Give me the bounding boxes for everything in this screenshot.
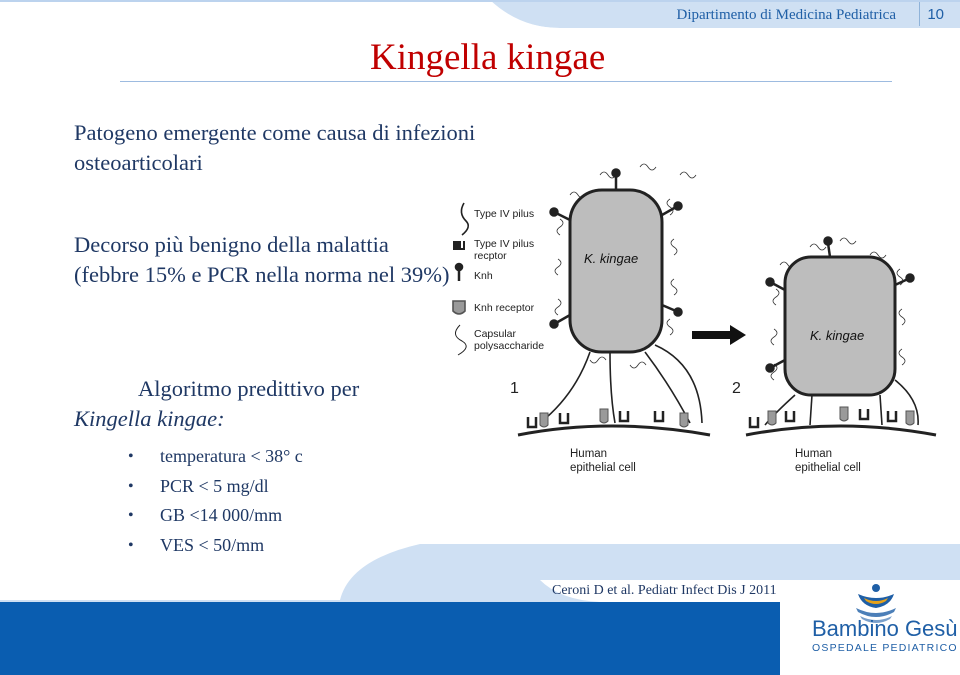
cell-label-2-line2: epithelial cell — [795, 462, 861, 474]
paragraph-benign-course: Decorso più benigno della malattia (febbre 15% e PCR nella norma nel 39%) — [74, 232, 450, 287]
cell-label-1-line1: Human — [570, 448, 608, 460]
algorithm-heading: Algoritmo predittivo per — [138, 376, 360, 401]
citation: Ceroni D et al. Pediatr Infect Dis J 2011 — [552, 583, 777, 598]
criteria-wbc: • GB <14 000/mm — [128, 501, 303, 531]
stage-1-number: 1 — [510, 380, 519, 397]
bacterium-label-1: K. kingae — [584, 251, 639, 266]
page-number: 10 — [927, 6, 944, 23]
legend-knh: Knh — [474, 270, 493, 282]
criteria-esr: • VES < 50/mm — [128, 531, 303, 561]
title-rule — [120, 81, 892, 82]
legend-pilus: Type IV pilus — [474, 208, 535, 220]
stage-2-number: 2 — [732, 380, 741, 397]
algorithm-organism: Kingella kingae: — [74, 406, 225, 431]
logo-name: Bambino Gesù — [812, 616, 958, 641]
legend-pilus-receptor-1: Type IV pilus — [474, 238, 535, 250]
cell-label-2-line1: Human — [795, 448, 833, 460]
epithelial-surface-2 — [746, 407, 936, 435]
department-label: Dipartimento di Medicina Pediatrica — [676, 7, 896, 23]
legend-capsular-2: polysaccharide — [474, 340, 545, 352]
transition-arrow — [692, 325, 746, 345]
slide-title: Kingella kingae — [370, 37, 606, 78]
legend-pilus-receptor-2: recptor — [474, 250, 507, 262]
criteria-temperature: • temperatura < 38° c — [128, 442, 303, 472]
criteria-pcr: • PCR < 5 mg/dl — [128, 472, 303, 502]
logo-subtitle: OSPEDALE PEDIATRICO — [812, 642, 958, 654]
legend-capsular-1: Capsular — [474, 328, 517, 340]
bacterium-stage-1 — [540, 164, 702, 423]
header-separator — [919, 2, 920, 26]
legend-knh-receptor: Knh receptor — [474, 302, 535, 314]
cell-label-1-line2: epithelial cell — [570, 462, 636, 474]
adhesion-diagram — [440, 155, 960, 485]
paragraph-emerging-pathogen: Patogeno emergente come causa di infezioni osteoarticolari — [74, 120, 476, 175]
bacterium-stage-2 — [765, 238, 918, 426]
legend-icons — [453, 203, 468, 355]
bacterium-label-2: K. kingae — [810, 328, 865, 343]
